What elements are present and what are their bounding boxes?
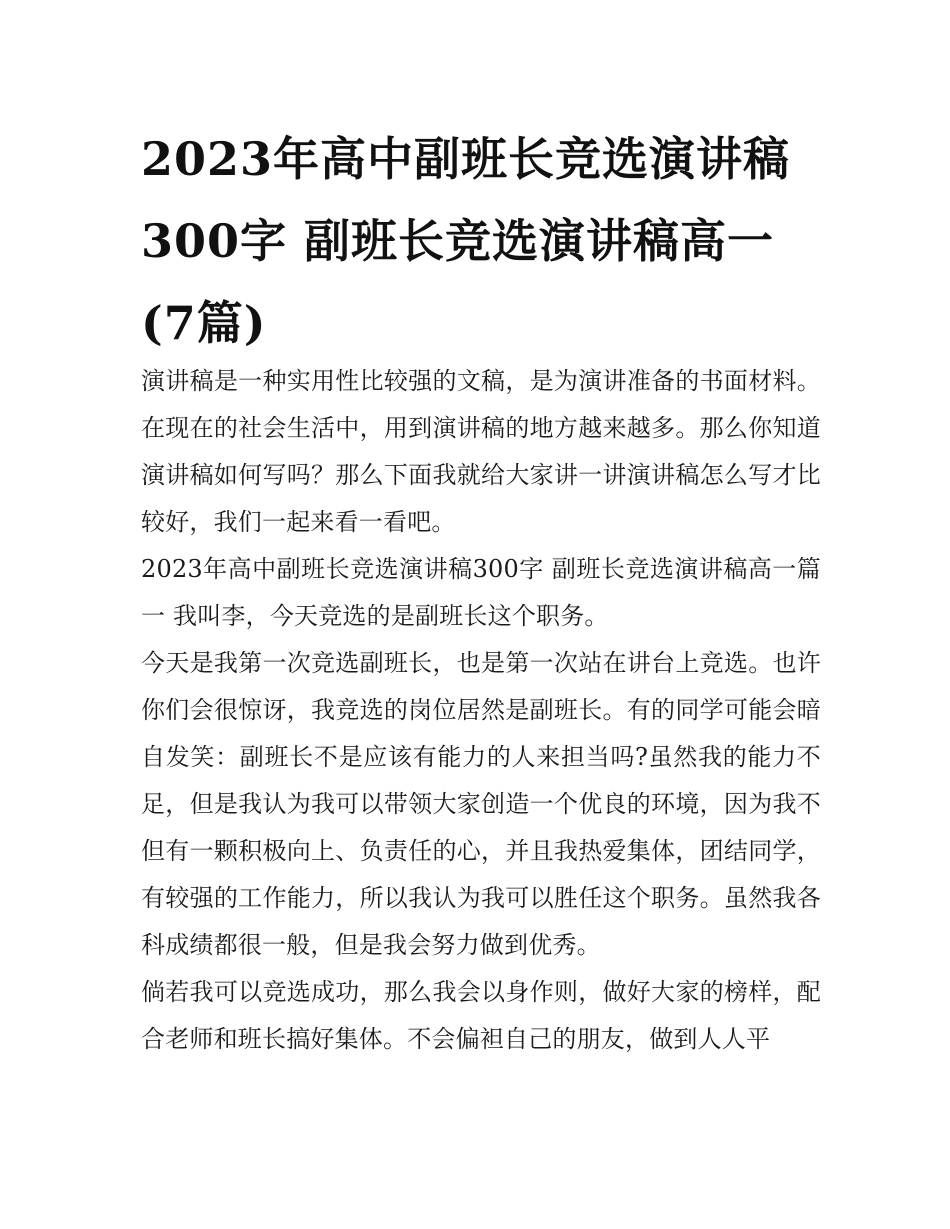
- paragraph-commitment: 倘若我可以竞选成功，那么我会以身作则，做好大家的榜样，配合老师和班长搞好集体。不会偏袒自己的朋友，做到人人平: [141, 978, 821, 1053]
- paragraph-intro: 演讲稿是一种实用性比较强的文稿，是为演讲准备的书面材料。在现在的社会生活中，用到演讲稿的地方越来越多。那么你知道演讲稿如何写吗？那么下面我就给大家讲一讲演讲稿怎么写才比较好，我们一起来看一看吧。: [141, 367, 821, 536]
- paragraph-self-introduction: 今天是我第一次竞选副班长，也是第一次站在讲台上竞选。也许你们会很惊讶，我竞选的岗位居然是副班长。有的同学可能会暗自发笑：副班长不是应该有能力的人来担当吗?虽然我的能力不足，但是我认为我可以带领大家创造一个优良的环境，因为我不但有一颗积极向上、负责任的心，并且我热爱集体，团结同学，有较强的工作能力，所以我认为我可以胜任这个职务。虽然我各科成绩都很一般，但是我会努力做到优秀。: [141, 649, 821, 959]
- document-body: [141, 358, 821, 1063]
- paragraph-heading-part-one: 2023年高中副班长竞选演讲稿300字 副班长竞选演讲稿高一篇一 我叫李，今天竞选的是副班长这个职务。: [141, 555, 821, 630]
- document-title: 2023年高中副班长竞选演讲稿300字 副班长竞选演讲稿高一(7篇): [141, 132, 791, 350]
